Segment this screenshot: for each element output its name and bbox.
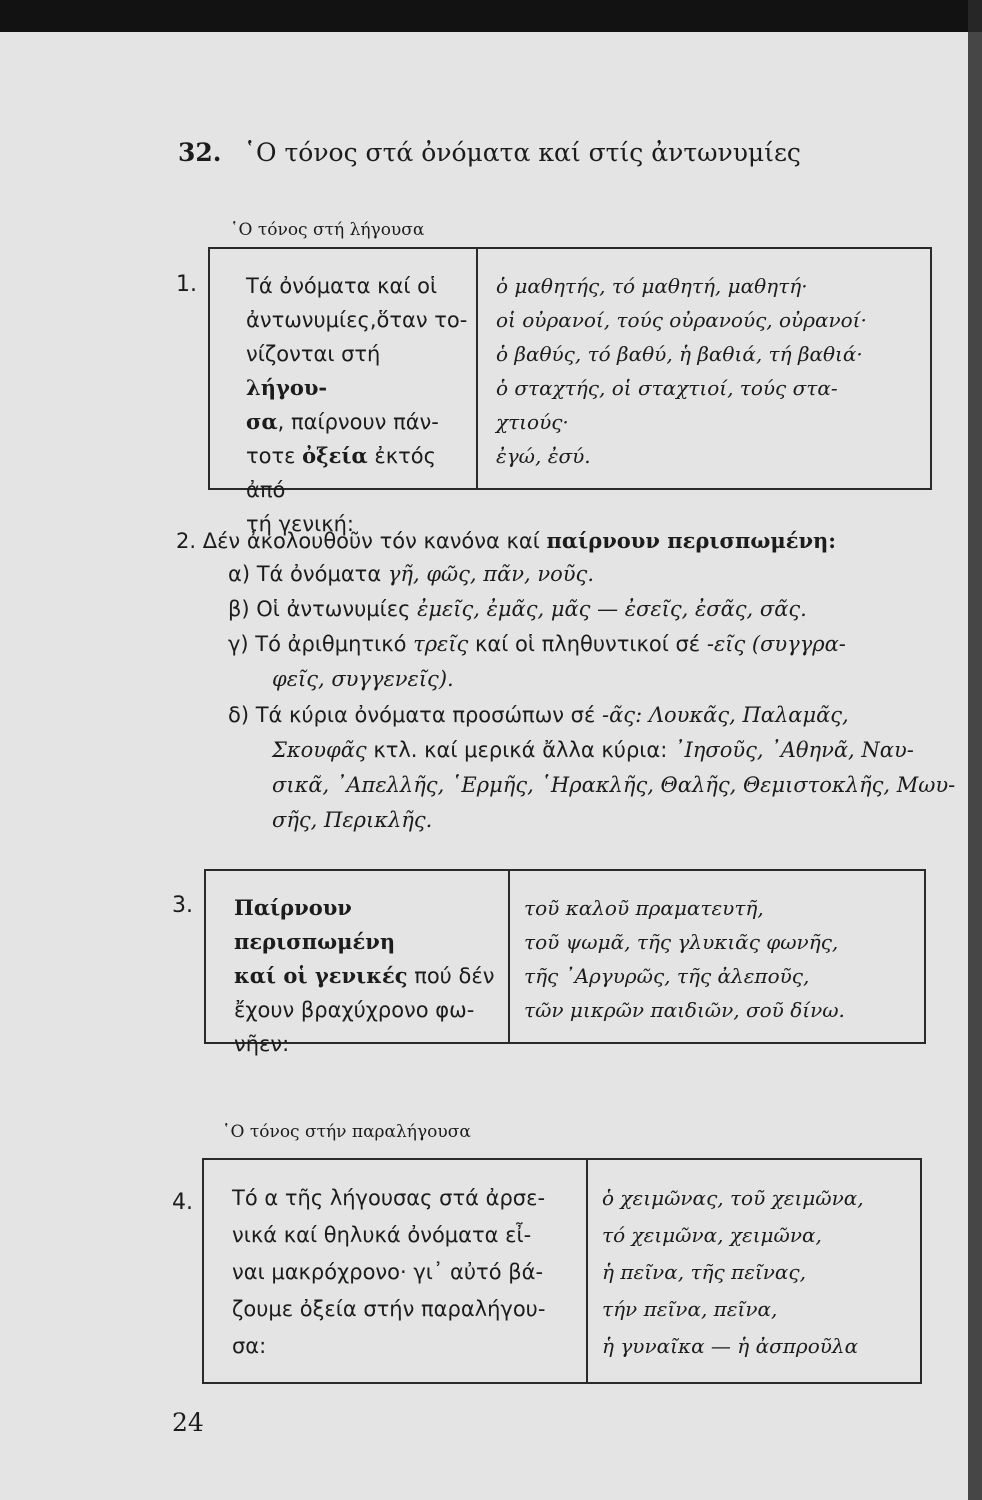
rule1-box <box>208 247 932 536</box>
rule1-divider <box>476 249 478 488</box>
rule2-item-c-cont: φεῖς, συγγενεῖς). <box>272 667 454 691</box>
rule1-description: Τά ὀνόματα καί οἱ ἀντωνυμίες,ὅταν το- νίζονται στή λήγου- σα, παίρνουν πάν- τοτε ὀξεία ἐκτός ἀπό τή γενική: <box>246 274 468 536</box>
subheading-penultimate: ῾Ο τόνος στήν παραλήγουσα <box>222 1122 471 1142</box>
rule4-marker: 4. <box>172 1190 193 1215</box>
rule2-item-c: γ) Τό ἀριθμητικό τρεῖς καί οἱ πληθυντικοί σέ -εῖς (συγγρα- <box>228 632 846 656</box>
rule3-examples: τοῦ καλοῦ πραματευτῆ, τοῦ ψωμᾶ, τῆς γλυκιᾶς φωνῆς, τῆς ᾽Αργυρῶς, τῆς ἀλεποῦς, τῶν μικρῶν παιδιῶν, σοῦ δίνω. <box>524 896 845 1022</box>
page-number: 24 <box>172 1408 204 1437</box>
rule4-examples: ὁ χειμῶνας, τοῦ χειμῶνα, τό χειμῶνα, χειμῶνα, ἡ πεῖνα, τῆς πεῖνας, τήν πεῖνα, πεῖνα, ἡ γυναῖκα — ἡ ἀσπροῦλα <box>602 1186 864 1358</box>
scan-top-edge <box>0 0 982 32</box>
rule2-item-b: β) Οἱ ἀντωνυμίες ἐμεῖς, ἐμᾶς, μᾶς — ἐσεῖς, ἐσᾶς, σᾶς. <box>228 597 807 621</box>
section-number: 32. <box>178 138 222 167</box>
rule4-box <box>202 1158 922 1384</box>
scan-right-edge <box>968 0 982 1500</box>
rule4-divider <box>586 1160 588 1382</box>
section-heading <box>178 138 801 167</box>
rule1-marker: 1. <box>176 272 197 297</box>
rule1-examples: ὁ μαθητής, τό μαθητή, μαθητή· οἱ οὐρανοί, τούς οὐρανούς, οὐρανοί· ὁ βαθύς, τό βαθύ, ἡ βαθιά, τή βαθιά· ὁ σταχτής, οἱ σταχτιοί, τούς στα- χτιούς· ἐγώ, ἐσύ. <box>496 274 867 468</box>
rule3-marker: 3. <box>172 893 193 918</box>
rule2-intro: 2. Δέν ἀκολουθοῦν τόν κανόνα καί παίρνουν περισπωμένη: <box>176 528 837 553</box>
rule2-item-a: α) Τά ὀνόματα γῆ, φῶς, πᾶν, νοῦς. <box>228 562 594 586</box>
section-title: ῾Ο τόνος στά ὀνόματα καί στίς ἀντωνυμίες <box>243 138 801 167</box>
rule2-item-d-line4: σῆς, Περικλῆς. <box>272 808 433 832</box>
rule3-box <box>204 869 926 1056</box>
subheading-final-syllable: ῾Ο τόνος στή λήγουσα <box>230 220 425 240</box>
rule2-item-d: δ) Τά κύρια ὀνόματα προσώπων σέ -ᾶς: Λουκᾶς, Παλαμᾶς, <box>228 703 849 727</box>
rule2-item-d-line3: σικᾶ, ᾽Απελλῆς, ῾Ερμῆς, ῾Ηρακλῆς, Θαλῆς, Θεμιστοκλῆς, Μωυ- <box>272 773 956 797</box>
rule3-description: Παίρνουν περισπωμένη καί οἱ γενικές πού δέν ἔχουν βραχύχρονο φω- νῆεν: <box>234 895 495 1056</box>
rule2-item-d-line2: Σκουφᾶς κτλ. καί μερικά ἄλλα κύρια: ᾽Ιησοῦς, ᾽Αθηνᾶ, Ναυ- <box>272 738 914 762</box>
rule3-divider <box>508 871 510 1042</box>
rule4-description: Τό α τῆς λήγουσας στά ἀρσε- νικά καί θηλυκά ὀνόματα εἶ- ναι μακρόχρονο· γι᾽ αὐτό βά- ζουμε ὀξεία στήν παραλήγου- σα: <box>232 1186 546 1358</box>
